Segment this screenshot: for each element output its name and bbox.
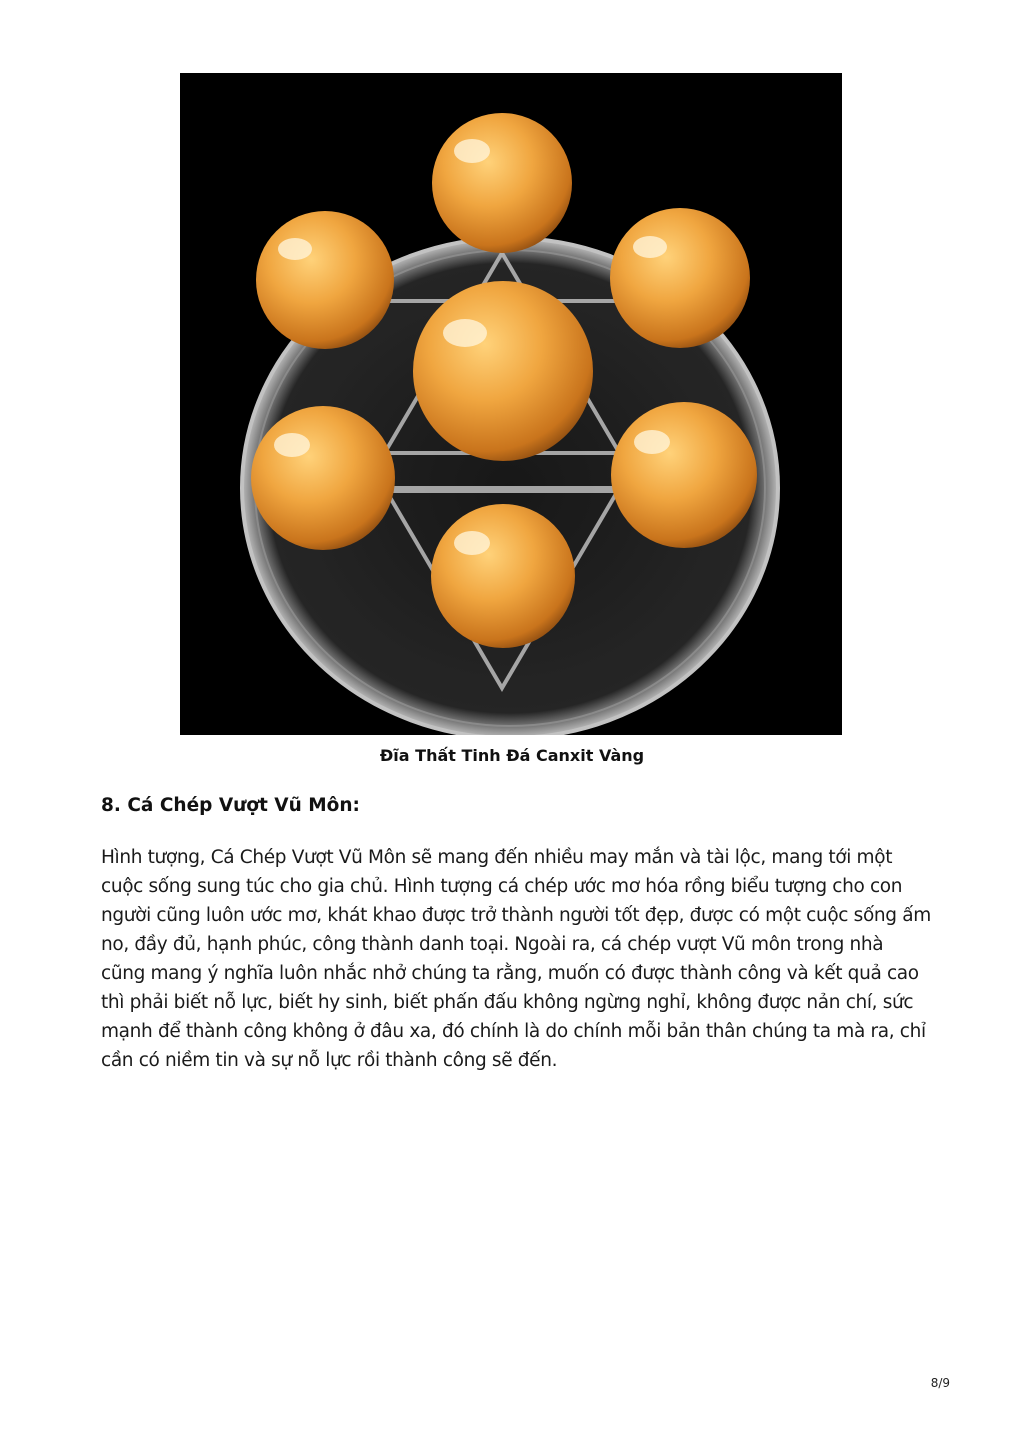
figure-caption: Đĩa Thất Tinh Đá Canxit Vàng xyxy=(379,746,645,765)
page-number: 8/9 xyxy=(930,1376,950,1390)
calcite-sphere-upper-right xyxy=(610,208,750,348)
section-heading: 8. Cá Chép Vượt Vũ Môn: xyxy=(101,795,360,816)
calcite-sphere-top xyxy=(432,113,572,253)
calcite-sphere-bottom xyxy=(431,504,575,648)
calcite-sphere-lower-right xyxy=(611,402,757,548)
calcite-sphere-upper-left xyxy=(256,211,394,349)
calcite-plate-image xyxy=(180,73,842,735)
product-photo xyxy=(180,73,842,735)
section-paragraph: Hình tượng, Cá Chép Vượt Vũ Môn sẽ mang đến nhiều may mắn và tài lộc, mang tới một cuộc sống sung túc cho gia chủ. Hình tượng cá chép ước mơ hóa rồng biểu tượng cho con người cũng luôn ước mơ, khát khao được trở thành người tốt đẹp, được có một cuộc sống ấm no, đầy đủ, hạnh phúc, công thành danh toại. Ngoài ra, cá chép vượt Vũ môn trong nhà cũng mang ý nghĩa luôn nhắc nhở chúng ta rằng, muốn có được thành công và kết quả cao thì phải biết nỗ lực, biết hy sinh, biết phấn đấu không ngừng nghỉ, không được nản chí, sức mạnh để thành công không ở đâu xa, đó chính là do chính mỗi bản thân chúng ta mà ra, chỉ cần có niềm tin và sự nỗ lực rồi thành công sẽ đến. xyxy=(101,847,931,1071)
calcite-sphere-center xyxy=(413,281,593,461)
calcite-sphere-lower-left xyxy=(251,406,395,550)
